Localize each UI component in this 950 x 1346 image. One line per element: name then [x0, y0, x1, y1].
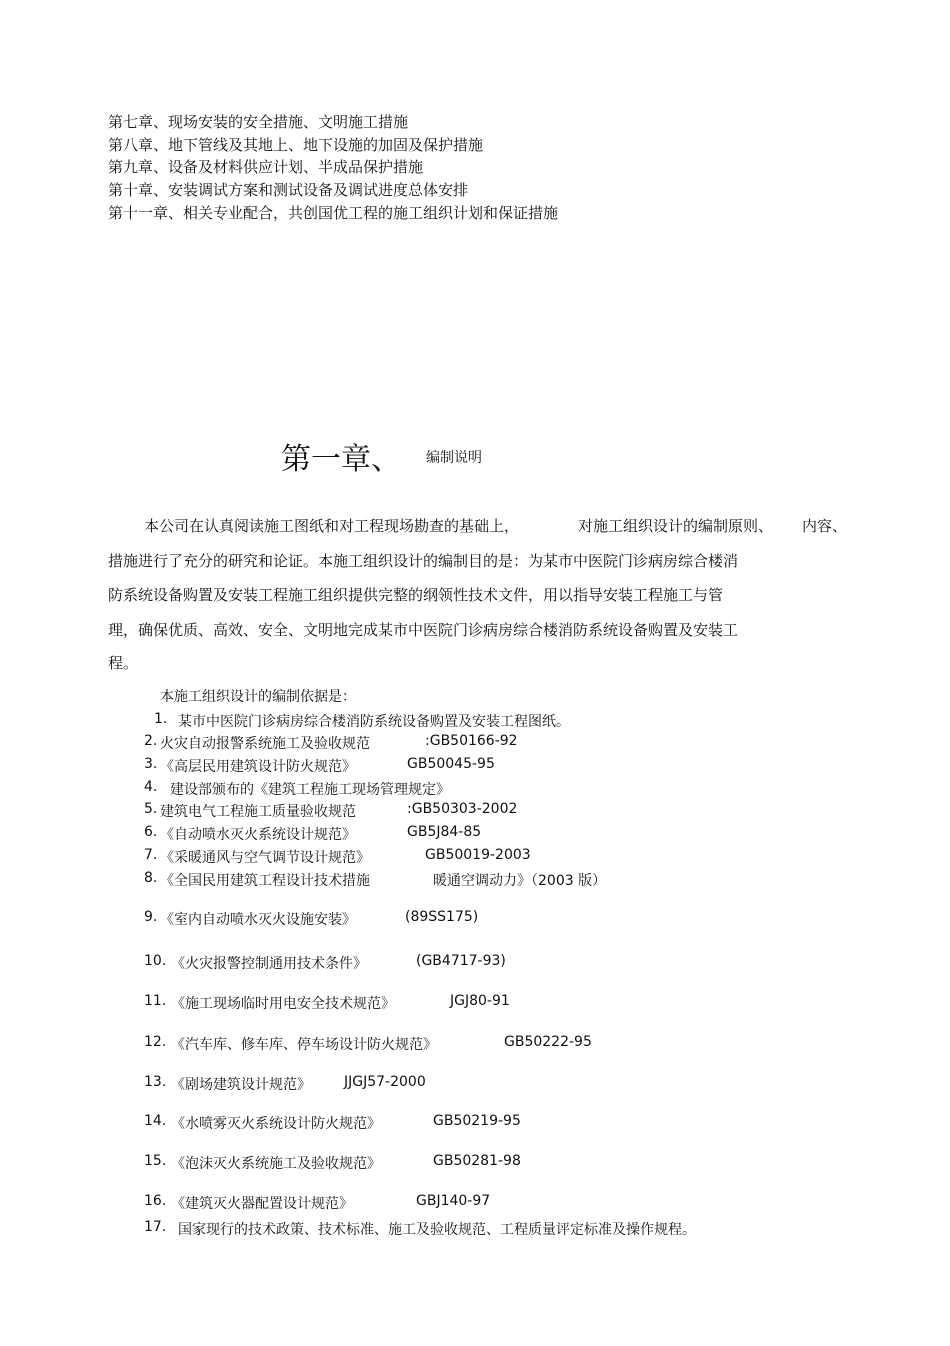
basis-number: 12. [144, 1034, 167, 1050]
basis-code: 暖通空调动力》（2003 版） [433, 873, 607, 889]
chapter-number: 第一章、 [281, 442, 401, 477]
basis-code: GB50019-2003 [425, 847, 531, 863]
basis-number: 10. [144, 953, 167, 969]
toc-item: 第十一章、相关专业配合，共创国优工程的施工组织计划和保证措施 [108, 204, 559, 222]
intro-line-3: 防系统设备购置及安装工程施工组织提供完整的纲领性技术文件，用以指导安装工程施工与管 [108, 586, 724, 604]
basis-name: 《自动喷水灭火系统设计规范》 [160, 827, 356, 843]
basis-name: 《建筑灭火器配置设计规范》 [171, 1196, 353, 1212]
basis-number: 17. [144, 1219, 167, 1235]
basis-number: 4. [144, 779, 158, 795]
basis-code: GB50219-95 [433, 1113, 521, 1129]
basis-number: 9. [144, 909, 158, 925]
basis-number: 6. [144, 824, 158, 840]
intro-line-1c: 内容、 [802, 517, 848, 535]
basis-name: 《汽车库、修车库、停车场设计防火规范》 [171, 1037, 437, 1053]
basis-code: (89SS175) [405, 909, 479, 925]
basis-number: 14. [144, 1113, 167, 1129]
toc-item: 第十章、安装调试方案和测试设备及调试进度总体安排 [108, 181, 469, 199]
basis-code: GB5J84-85 [407, 824, 482, 840]
basis-code: GB50281-98 [433, 1153, 521, 1169]
basis-number: 5. [144, 801, 158, 817]
basis-name: 《泡沫灭火系统施工及验收规范》 [171, 1156, 381, 1172]
basis-name: 《高层民用建筑设计防火规范》 [160, 759, 356, 775]
basis-number: 16. [144, 1193, 167, 1209]
basis-name: 《施工现场临时用电安全技术规范》 [171, 996, 395, 1012]
intro-line-1b: 对施工组织设计的编制原则、 [578, 517, 774, 535]
basis-name: 某市中医院门诊病房综合楼消防系统设备购置及安装工程图纸。 [178, 714, 570, 730]
basis-code: JGJ80-91 [450, 993, 510, 1009]
intro-line-4: 理，确保优质、高效、安全、文明地完成某市中医院门诊病房综合楼消防系统设备购置及安装工 [108, 621, 739, 639]
basis-code: :GB50166-92 [425, 733, 518, 749]
basis-name: 《室内自动喷水灭火设施安装》 [160, 912, 356, 928]
basis-name: 《全国民用建筑工程设计技术措施 [160, 873, 370, 889]
basis-code: GBJ140-97 [416, 1193, 491, 1209]
intro-line-1a: 本公司在认真阅读施工图纸和对工程现场勘查的基础上， [144, 517, 520, 535]
basis-code: JJGJ57-2000 [344, 1074, 426, 1090]
basis-number: 1. [154, 711, 168, 727]
basis-number: 2. [144, 733, 158, 749]
basis-code: :GB50303-2002 [407, 801, 518, 817]
basis-name: 国家现行的技术政策、技术标准、施工及验收规范、工程质量评定标准及操作规程。 [178, 1222, 696, 1238]
basis-name: 火灾自动报警系统施工及验收规范 [160, 736, 370, 752]
basis-name: 建筑电气工程施工质量验收规范 [160, 804, 356, 820]
basis-code: GB50045-95 [407, 756, 495, 772]
basis-name: 《火灾报警控制通用技术条件》 [171, 956, 367, 972]
basis-heading: 本施工组织设计的编制依据是： [160, 689, 356, 705]
basis-number: 11. [144, 993, 167, 1009]
basis-name: 《采暖通风与空气调节设计规范》 [160, 850, 370, 866]
basis-number: 3. [144, 756, 158, 772]
toc-item: 第七章、现场安装的安全措施、文明施工措施 [108, 113, 409, 131]
basis-number: 8. [144, 870, 158, 886]
toc-item: 第八章、地下管线及其地上、地下设施的加固及保护措施 [108, 136, 484, 154]
basis-name: 《剧场建筑设计规范》 [171, 1077, 311, 1093]
basis-number: 13. [144, 1074, 167, 1090]
intro-line-5: 程。 [108, 654, 139, 672]
basis-code: GB50222-95 [504, 1034, 592, 1050]
basis-code: (GB4717-93) [416, 953, 506, 969]
intro-line-2: 措施进行了充分的研究和论证。本施工组织设计的编制目的是：为某市中医院门诊病房综合楼消 [108, 552, 739, 570]
toc-item: 第九章、设备及材料供应计划、半成品保护措施 [108, 158, 424, 176]
basis-name: 建设部颁布的《建筑工程施工现场管理规定》 [170, 782, 450, 798]
chapter-title: 编制说明 [426, 450, 482, 466]
basis-number: 7. [144, 847, 158, 863]
basis-number: 15. [144, 1153, 167, 1169]
basis-name: 《水喷雾灭火系统设计防火规范》 [171, 1116, 381, 1132]
